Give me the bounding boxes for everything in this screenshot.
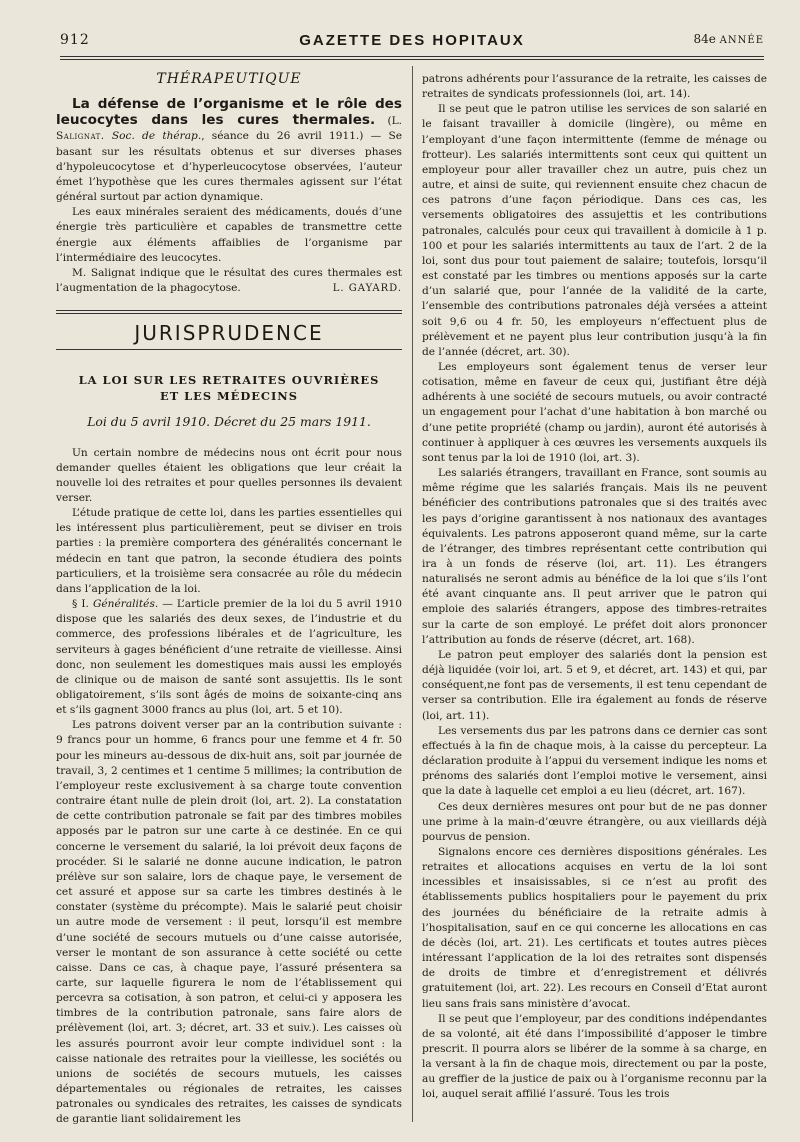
paragraph: Le patron peut employer des salariés dont la pension est déjà liquidée (voir loi, art. 5 et 9, et décret, art. 143) et qui, par conséquent,ne font pas de versements, il est tenu cependant de verser sa contribution. Elle ira également au fonds de réserve (loi, art. 11). xyxy=(422,648,767,722)
paragraph: Les eaux minérales seraient des médicaments, doués d’une énergie très particulière et capables de transmettre cette énergie aux éléments affaiblies de l’organisme par l’intermédiaire des leucocytes. xyxy=(56,206,402,264)
paragraph: Il se peut que l’employeur, par des conditions indépendantes de sa volonté, ait été dans l’impossibilité d’apposer le timbre prescrit. Il pourra alors se libérer de la somme à sa charge, en la versant à la fin de chaque mois, directement ou par la poste, au greffier de la justice de paix ou à l’organisme reconnu par la loi, auquel serait affilié l’assuré. Tous les trois xyxy=(422,1012,767,1101)
article-title-line-1: LA LOI SUR LES RETRAITES OUVRIÈRES xyxy=(78,373,380,388)
year-number: 84e xyxy=(693,32,716,46)
lead-cite-open: (L. xyxy=(375,115,403,128)
journal-title: GAZETTE DES HOPITAUX xyxy=(299,32,525,49)
subsection-title: Généralités. xyxy=(92,598,159,611)
paragraph: Les versements dus par les patrons dans ce dernier cas sont effectués à la fin de chaque mois, à la caisse du percepteur. La déclaration produite à l’appui du versement indique les noms et prénoms des salariés dont l’emploi motive le versement, ainsi que la date à laquelle cet emploi a eu lieu (décret, art. 167). xyxy=(422,724,767,798)
paragraph-generalites xyxy=(56,597,402,718)
lead-cite-rest: , séance du 26 avril 1911.) — Se basant sur les résultats obtenus et sur diverses phases d’hypoleucocytose et d’hyperleucocytose observées, l’auteur émet l’hypothèse que les cures thermales agissent sur l’état général surtout par action dynamique. xyxy=(56,130,403,204)
paragraph-text: M. Salignat indique que le résultat des cures thermales est l’augmentation de la phagocytose. xyxy=(56,266,402,295)
header-rule-top xyxy=(60,56,764,57)
article-title-line-2: ET LES MÉDECINS xyxy=(160,389,298,404)
year-word: ANNÉE xyxy=(719,35,764,46)
paragraph: Il se peut que le patron utilise les services de son salarié en le faisant travailler à domicile (lingère), ou même en l’employant d’une façon intermittente (femme de ménage ou frotteur). Les salariés intermittents sont ceux qui quittent un employeur pour aller travailler chez un autre, puis chez un autre, et ainsi de suite, qui reviennent ensuite chez chacun de ces patrons d’une façon périodique. Dans ces cas, les versements obligatoires des assujettis et les contributions patronales, calculés pour ceux qui travaillent à domicile à 1 p. 100 et pour les salariés intermittents au taux de l’art. 2 de la loi, sont dus pour tout paiement de salaire; toutefois, lorsqu’il est constaté par les timbres ou mentions apposés sur la carte d’un salarié que, pour l’année de la validité de la carte, l’ensemble des contributions patronales déjà versées a atteint soit 9,6 ou 4 fr. 50, les employeurs n’effectuent plus de prélèvement et ne payent plus leur contribution jusqu’à la fin de l’année (décret, art. 30). xyxy=(422,103,767,358)
paragraph-with-signature xyxy=(56,266,402,296)
lead-title: La défense de l’organisme et le rôle des leucocytes dans les cures thermales. xyxy=(56,96,402,129)
paragraph-text: — L’article premier de la loi du 5 avril 1910 dispose que les salariés des deux sexes, de l’industrie et du commerce, des professions libérales et de l’agriculture, les serviteurs à gages bénéficient d’une retraite de vieillesse. Ainsi donc, non seulement les domestiques mais aussi les employés de clinique ou de maison de santé sont assujettis. Ils le sont obligatoirement, s’ils sont âgés de moins de soixante-cinq ans et s’ils gagnent 3000 francs au plus (loi, art. 5 et 10). xyxy=(56,598,402,717)
article-subtitle: Loi du 5 avril 1910. Décret du 25 mars 1911. xyxy=(87,414,371,430)
paragraph: Un certain nombre de médecins nous ont écrit pour nous demander quelles étaient les obligations que leur créait la nouvelle loi des retraites et pour quelles personnes ils devaient verser. xyxy=(56,446,402,504)
page-number: 912 xyxy=(60,32,90,48)
paragraph: Ces deux dernières mesures ont pour but de ne pas donner une prime à la main-d’œuvre étrangère, ou aux vieillards déjà pourvus de pension. xyxy=(422,800,767,843)
lead-paragraph xyxy=(56,97,402,205)
year-label xyxy=(693,32,764,46)
section-marker: § I. xyxy=(72,598,93,611)
paragraph: L’étude pratique de cette loi, dans les parties essentielles qui les intéressent plus particulièrement, peut se diviser en trois parties : la première comportera des généralités concernant le médecin en tant que patron, la seconde étudiera des points particuliers, et la troisième sera consacrée au rôle du médecin dans l’application de la loi. xyxy=(56,507,402,595)
paragraph: Les employeurs sont également tenus de verser leur cotisation, même en faveur de ceux qui, justifiant être déjà adhérents à une société de secours mutuels, ou avoir contracté un engagement pour l’achat d’une habitation à bon marché ou d’une petite propriété (champ ou jardin), auront été autorisés à continuer à appliquer à ces œuvres les versements auxquels ils sont tenus par la loi de 1910 (loi, art. 3). xyxy=(422,360,767,464)
section-title-therapeutique: THÉRAPEUTIQUE xyxy=(156,71,302,87)
section-divider xyxy=(56,310,402,314)
paragraph: Signalons encore ces dernières dispositions générales. Les retraites et allocations acquises en vertu de la loi sont incessibles et insaisissables, si ce n’est au profit des établissements publics hospitaliers pour le payement du prix des journées du bénéficiaire de la retraite admis à l’hospitalisation, sauf en ce qui concerne les allocations en cas de décès (loi, art. 21). Les certificats et toutes autres pièces intéressant l’application de la loi des retraites sont dispensés de droits de timbre et d’enregistrement et délivrés gratuitement (loi, art. 22). Les recours en Conseil d’Etat auront lieu sans frais sans ministère d’avocat. xyxy=(422,845,767,1010)
author-signature: L. GAYARD. xyxy=(332,283,402,295)
paragraph-continued: patrons adhérents pour l’assurance de la retraite, les caisses de retraites de syndicats professionnels (loi, art. 14). xyxy=(422,73,767,101)
paragraph: Les patrons doivent verser par an la contribution suivante : 9 francs pour un homme, 6 francs pour une femme et 4 fr. 50 pour les mineurs au-dessous de dix-huit ans, soit par journée de travail, 3, 2 centimes et 1 centime 5 millimes; la contribution de l’employeur reste exclusivement à sa charge toute convention contraire étant nulle de plein droit (loi, art. 2). La constatation de cette contribution patronale se fait par des timbres mobiles apposés par le patron sur une carte à ce destinée. En ce qui concerne le versement du salarié, la loi prévoit deux façons de procéder. Si le salarié ne donne aucune indication, le patron prélève sur son salaire, lors de chaque paye, le versement de cet assuré et appose sur sa carte les timbres destinés à le constater (système du précompte). Mais le salarié peut choisir un autre mode de versement : il peut, lorsqu’il est membre d’une société de secours mutuels ou d’une caisse autorisée, verser le montant de son assurance à cette société ou cette caisse. Dans ce cas, à chaque paye, l’assuré présentera sa carte, sur laquelle figurera le nom de l’établissement qui percevra sa cotisation, à son patron, et celui-ci y apposera les timbres de la contribution patronale, sans faire alors de prélèvement (loi, art. 3; décret, art. 33 et suiv.). Les caisses où les assurés pourront avoir leur compte individuel sont : la caisse nationale des retraites pour la vieillesse, les sociétés ou unions de sociétés de secours mutuels, les caisses départementales ou régionales de retraites, les caisses patronales ou syndicales des retraites, les caisses de syndicats de garantie liant solidairement les xyxy=(56,719,402,1126)
right-column xyxy=(422,72,767,1103)
running-header xyxy=(60,32,764,54)
paragraph: Les salariés étrangers, travaillant en France, sont soumis au même régime que les salariés français. Mais ils ne peuvent bénéficier des contributions patronales que si des traités avec les pays d’origine garantissent à nos nationaux des avantages équivalents. Les patrons apposeront quand même, sur la carte de l’étranger, des timbres représentant cette contribution qui ira à un fonds de réserve (loi, art. 11). Les étrangers naturalisés ne seront admis au bénéfice de la loi que s’ils l’ont été avant cinquante ans. Il peut arriver que le patron qui emploie des salariés étrangers, appose des timbres-retraites sur la carte de son employé. Le préfet doit alors prononcer l’attribution au fonds de réserve (décret, art. 168). xyxy=(422,467,767,646)
lead-author: Salignat. xyxy=(56,130,105,143)
left-column xyxy=(56,72,402,1128)
lead-journal: Soc. de thérap. xyxy=(104,130,202,143)
article-title xyxy=(56,372,402,404)
header-rule-bottom xyxy=(60,59,764,60)
column-separator xyxy=(412,66,413,1122)
section-rule xyxy=(56,349,402,350)
section-title-jurisprudence: JURISPRUDENCE xyxy=(134,321,324,346)
